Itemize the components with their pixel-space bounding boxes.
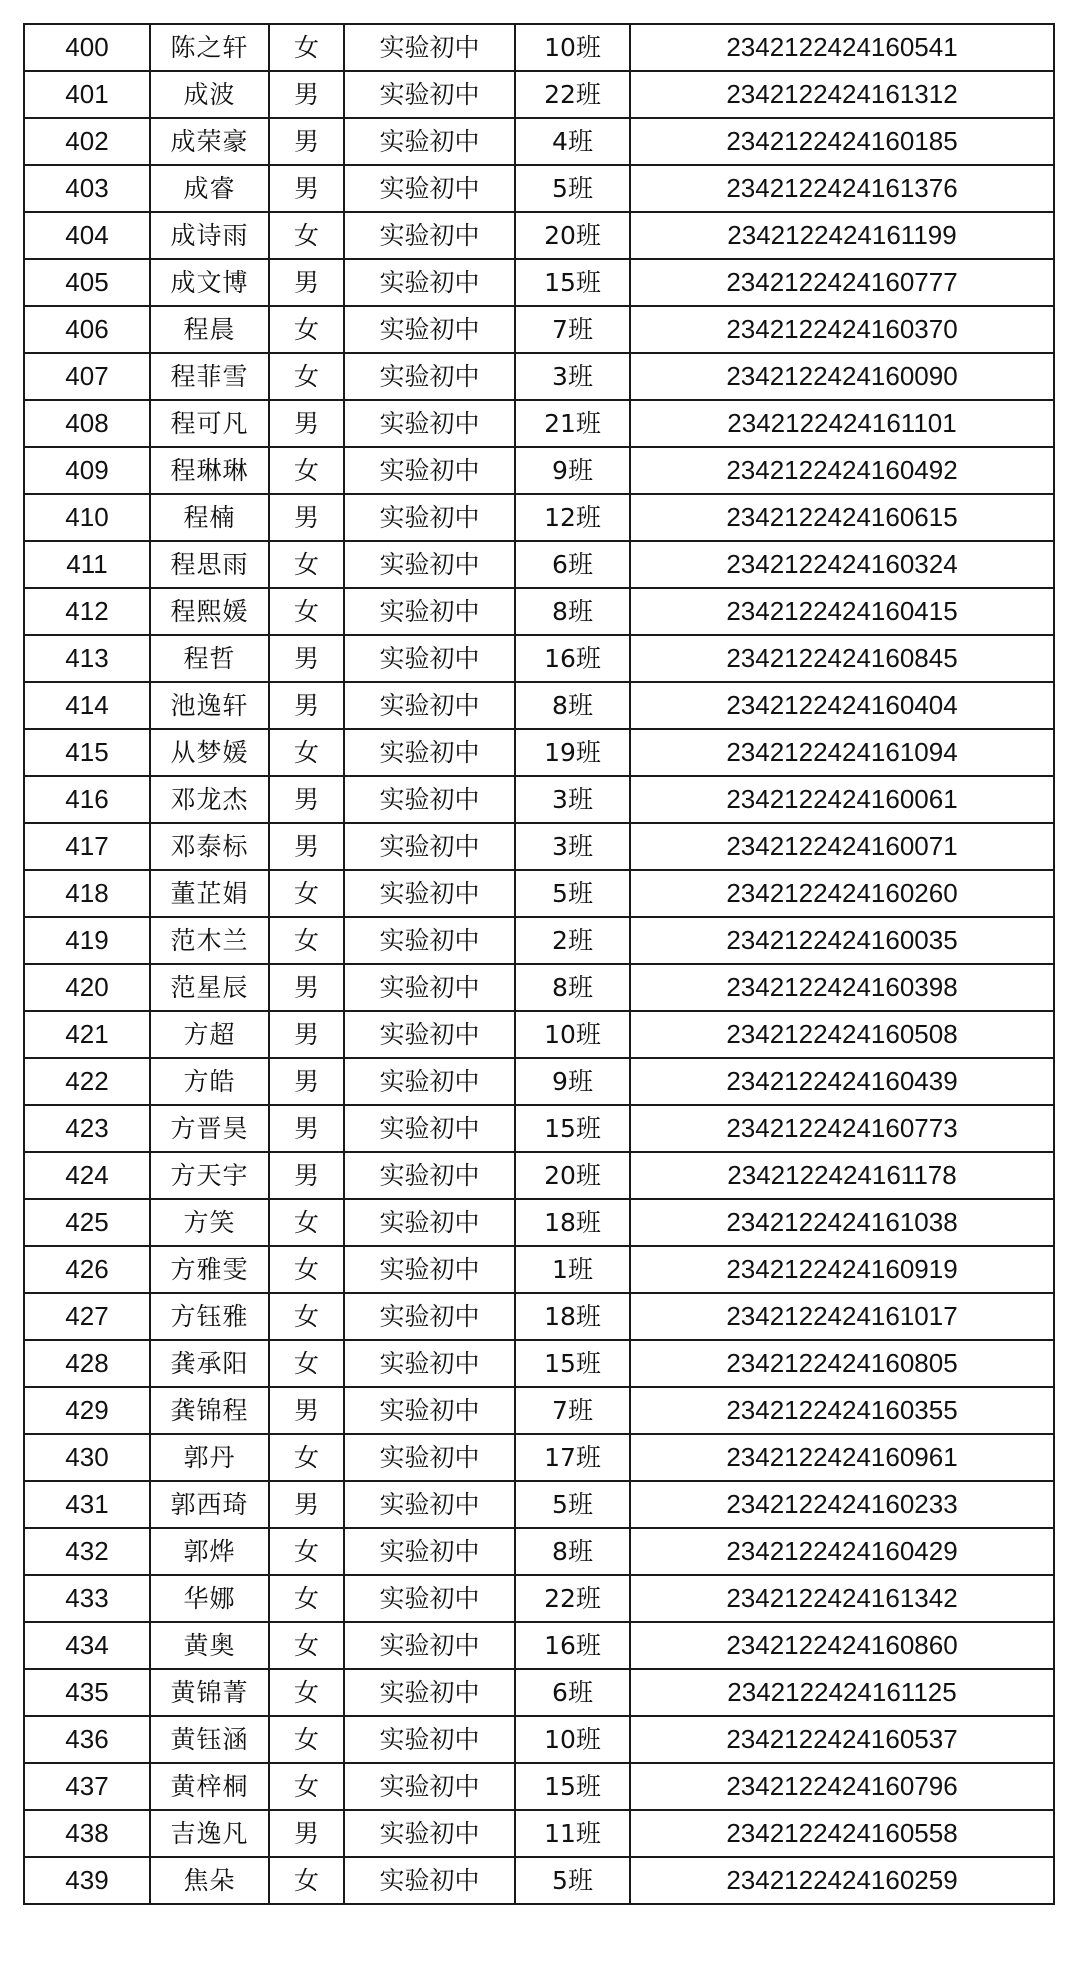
school-cell: 实验初中 xyxy=(344,212,515,259)
table-row xyxy=(24,118,1054,165)
school-cell: 实验初中 xyxy=(344,1152,515,1199)
student-id-cell: 2342122424160492 xyxy=(630,447,1054,494)
school-cell: 实验初中 xyxy=(344,165,515,212)
gender-cell: 男 xyxy=(269,635,344,682)
class-cell: 15班 xyxy=(515,1105,630,1152)
student-name-cell: 程可凡 xyxy=(150,400,269,447)
student-id-cell: 2342122424160071 xyxy=(630,823,1054,870)
table-row xyxy=(24,1810,1054,1857)
roster-body xyxy=(24,24,1054,1904)
student-id-cell: 2342122424160185 xyxy=(630,118,1054,165)
seq-number-cell: 412 xyxy=(24,588,150,635)
class-cell: 18班 xyxy=(515,1199,630,1246)
table-row xyxy=(24,1575,1054,1622)
seq-number-cell: 439 xyxy=(24,1857,150,1904)
school-cell: 实验初中 xyxy=(344,1199,515,1246)
table-row xyxy=(24,1387,1054,1434)
table-row xyxy=(24,1763,1054,1810)
school-cell: 实验初中 xyxy=(344,1622,515,1669)
seq-number-cell: 405 xyxy=(24,259,150,306)
gender-cell: 男 xyxy=(269,1152,344,1199)
school-cell: 实验初中 xyxy=(344,494,515,541)
gender-cell: 女 xyxy=(269,870,344,917)
gender-cell: 女 xyxy=(269,1622,344,1669)
school-cell: 实验初中 xyxy=(344,1716,515,1763)
student-id-cell: 2342122424161342 xyxy=(630,1575,1054,1622)
table-row xyxy=(24,1622,1054,1669)
class-cell: 6班 xyxy=(515,1669,630,1716)
student-name-cell: 程菲雪 xyxy=(150,353,269,400)
class-cell: 22班 xyxy=(515,1575,630,1622)
gender-cell: 男 xyxy=(269,71,344,118)
student-id-cell: 2342122424160773 xyxy=(630,1105,1054,1152)
seq-number-cell: 429 xyxy=(24,1387,150,1434)
class-cell: 15班 xyxy=(515,1340,630,1387)
class-cell: 3班 xyxy=(515,776,630,823)
gender-cell: 女 xyxy=(269,1528,344,1575)
class-cell: 16班 xyxy=(515,1622,630,1669)
class-cell: 10班 xyxy=(515,24,630,71)
seq-number-cell: 433 xyxy=(24,1575,150,1622)
class-cell: 21班 xyxy=(515,400,630,447)
student-name-cell: 华娜 xyxy=(150,1575,269,1622)
gender-cell: 女 xyxy=(269,447,344,494)
student-name-cell: 方天宇 xyxy=(150,1152,269,1199)
class-cell: 15班 xyxy=(515,1763,630,1810)
student-name-cell: 程哲 xyxy=(150,635,269,682)
seq-number-cell: 426 xyxy=(24,1246,150,1293)
school-cell: 实验初中 xyxy=(344,1387,515,1434)
student-name-cell: 成睿 xyxy=(150,165,269,212)
table-row xyxy=(24,71,1054,118)
student-name-cell: 陈之轩 xyxy=(150,24,269,71)
school-cell: 实验初中 xyxy=(344,71,515,118)
table-row xyxy=(24,1716,1054,1763)
class-cell: 16班 xyxy=(515,635,630,682)
table-row xyxy=(24,494,1054,541)
student-name-cell: 郭西琦 xyxy=(150,1481,269,1528)
table-row xyxy=(24,447,1054,494)
school-cell: 实验初中 xyxy=(344,447,515,494)
student-id-cell: 2342122424160324 xyxy=(630,541,1054,588)
seq-number-cell: 424 xyxy=(24,1152,150,1199)
table-row xyxy=(24,400,1054,447)
seq-number-cell: 407 xyxy=(24,353,150,400)
class-cell: 4班 xyxy=(515,118,630,165)
class-cell: 9班 xyxy=(515,447,630,494)
student-name-cell: 范木兰 xyxy=(150,917,269,964)
seq-number-cell: 437 xyxy=(24,1763,150,1810)
table-row xyxy=(24,1293,1054,1340)
seq-number-cell: 422 xyxy=(24,1058,150,1105)
student-id-cell: 2342122424160961 xyxy=(630,1434,1054,1481)
student-id-cell: 2342122424160398 xyxy=(630,964,1054,1011)
school-cell: 实验初中 xyxy=(344,24,515,71)
student-id-cell: 2342122424161376 xyxy=(630,165,1054,212)
student-id-cell: 2342122424160615 xyxy=(630,494,1054,541)
student-roster-table xyxy=(23,23,1055,1905)
class-cell: 22班 xyxy=(515,71,630,118)
school-cell: 实验初中 xyxy=(344,917,515,964)
class-cell: 8班 xyxy=(515,588,630,635)
seq-number-cell: 431 xyxy=(24,1481,150,1528)
table-row xyxy=(24,917,1054,964)
gender-cell: 女 xyxy=(269,1434,344,1481)
student-name-cell: 黄梓桐 xyxy=(150,1763,269,1810)
gender-cell: 男 xyxy=(269,118,344,165)
school-cell: 实验初中 xyxy=(344,1293,515,1340)
school-cell: 实验初中 xyxy=(344,1528,515,1575)
table-row xyxy=(24,24,1054,71)
table-row xyxy=(24,1105,1054,1152)
student-name-cell: 方超 xyxy=(150,1011,269,1058)
table-row xyxy=(24,1669,1054,1716)
gender-cell: 女 xyxy=(269,1246,344,1293)
school-cell: 实验初中 xyxy=(344,400,515,447)
student-id-cell: 2342122424160558 xyxy=(630,1810,1054,1857)
seq-number-cell: 416 xyxy=(24,776,150,823)
table-row xyxy=(24,306,1054,353)
seq-number-cell: 400 xyxy=(24,24,150,71)
table-row xyxy=(24,259,1054,306)
gender-cell: 女 xyxy=(269,353,344,400)
table-row xyxy=(24,729,1054,776)
seq-number-cell: 418 xyxy=(24,870,150,917)
gender-cell: 男 xyxy=(269,259,344,306)
school-cell: 实验初中 xyxy=(344,1575,515,1622)
seq-number-cell: 403 xyxy=(24,165,150,212)
school-cell: 实验初中 xyxy=(344,1105,515,1152)
gender-cell: 男 xyxy=(269,682,344,729)
seq-number-cell: 432 xyxy=(24,1528,150,1575)
student-id-cell: 2342122424160777 xyxy=(630,259,1054,306)
seq-number-cell: 408 xyxy=(24,400,150,447)
student-name-cell: 黄锦菁 xyxy=(150,1669,269,1716)
table-row xyxy=(24,682,1054,729)
table-row xyxy=(24,870,1054,917)
gender-cell: 女 xyxy=(269,1669,344,1716)
class-cell: 15班 xyxy=(515,259,630,306)
student-name-cell: 范星辰 xyxy=(150,964,269,1011)
student-name-cell: 程思雨 xyxy=(150,541,269,588)
student-id-cell: 2342122424160439 xyxy=(630,1058,1054,1105)
gender-cell: 男 xyxy=(269,1105,344,1152)
school-cell: 实验初中 xyxy=(344,1810,515,1857)
student-id-cell: 2342122424160541 xyxy=(630,24,1054,71)
gender-cell: 女 xyxy=(269,1199,344,1246)
student-id-cell: 2342122424160404 xyxy=(630,682,1054,729)
seq-number-cell: 401 xyxy=(24,71,150,118)
school-cell: 实验初中 xyxy=(344,1481,515,1528)
class-cell: 11班 xyxy=(515,1810,630,1857)
gender-cell: 男 xyxy=(269,1387,344,1434)
seq-number-cell: 425 xyxy=(24,1199,150,1246)
class-cell: 10班 xyxy=(515,1716,630,1763)
gender-cell: 男 xyxy=(269,1810,344,1857)
class-cell: 7班 xyxy=(515,306,630,353)
table-row xyxy=(24,823,1054,870)
school-cell: 实验初中 xyxy=(344,541,515,588)
student-name-cell: 龚锦程 xyxy=(150,1387,269,1434)
roster-sheet xyxy=(23,23,1053,1905)
school-cell: 实验初中 xyxy=(344,118,515,165)
student-name-cell: 董芷娟 xyxy=(150,870,269,917)
school-cell: 实验初中 xyxy=(344,1246,515,1293)
gender-cell: 女 xyxy=(269,1716,344,1763)
seq-number-cell: 428 xyxy=(24,1340,150,1387)
student-name-cell: 程琳琳 xyxy=(150,447,269,494)
student-id-cell: 2342122424161125 xyxy=(630,1669,1054,1716)
student-name-cell: 方雅雯 xyxy=(150,1246,269,1293)
seq-number-cell: 419 xyxy=(24,917,150,964)
gender-cell: 女 xyxy=(269,917,344,964)
seq-number-cell: 414 xyxy=(24,682,150,729)
student-name-cell: 郭烨 xyxy=(150,1528,269,1575)
student-id-cell: 2342122424161038 xyxy=(630,1199,1054,1246)
table-row xyxy=(24,776,1054,823)
student-id-cell: 2342122424161094 xyxy=(630,729,1054,776)
table-row xyxy=(24,165,1054,212)
class-cell: 5班 xyxy=(515,1857,630,1904)
seq-number-cell: 435 xyxy=(24,1669,150,1716)
student-id-cell: 2342122424160355 xyxy=(630,1387,1054,1434)
student-name-cell: 方笑 xyxy=(150,1199,269,1246)
student-name-cell: 龚承阳 xyxy=(150,1340,269,1387)
table-row xyxy=(24,1246,1054,1293)
table-row xyxy=(24,1340,1054,1387)
class-cell: 17班 xyxy=(515,1434,630,1481)
table-row xyxy=(24,1857,1054,1904)
student-id-cell: 2342122424160845 xyxy=(630,635,1054,682)
gender-cell: 男 xyxy=(269,776,344,823)
class-cell: 6班 xyxy=(515,541,630,588)
class-cell: 20班 xyxy=(515,1152,630,1199)
table-row xyxy=(24,1011,1054,1058)
seq-number-cell: 413 xyxy=(24,635,150,682)
student-id-cell: 2342122424160429 xyxy=(630,1528,1054,1575)
student-name-cell: 成荣豪 xyxy=(150,118,269,165)
seq-number-cell: 438 xyxy=(24,1810,150,1857)
gender-cell: 女 xyxy=(269,588,344,635)
school-cell: 实验初中 xyxy=(344,306,515,353)
student-name-cell: 成波 xyxy=(150,71,269,118)
table-row xyxy=(24,1199,1054,1246)
gender-cell: 女 xyxy=(269,1293,344,1340)
class-cell: 9班 xyxy=(515,1058,630,1105)
student-id-cell: 2342122424161178 xyxy=(630,1152,1054,1199)
gender-cell: 女 xyxy=(269,1575,344,1622)
seq-number-cell: 415 xyxy=(24,729,150,776)
student-id-cell: 2342122424160919 xyxy=(630,1246,1054,1293)
gender-cell: 男 xyxy=(269,1011,344,1058)
table-row xyxy=(24,1528,1054,1575)
gender-cell: 女 xyxy=(269,541,344,588)
school-cell: 实验初中 xyxy=(344,635,515,682)
seq-number-cell: 423 xyxy=(24,1105,150,1152)
class-cell: 12班 xyxy=(515,494,630,541)
student-id-cell: 2342122424161017 xyxy=(630,1293,1054,1340)
seq-number-cell: 427 xyxy=(24,1293,150,1340)
class-cell: 8班 xyxy=(515,1528,630,1575)
student-id-cell: 2342122424160233 xyxy=(630,1481,1054,1528)
school-cell: 实验初中 xyxy=(344,1340,515,1387)
student-id-cell: 2342122424160260 xyxy=(630,870,1054,917)
school-cell: 实验初中 xyxy=(344,1669,515,1716)
class-cell: 8班 xyxy=(515,682,630,729)
student-name-cell: 池逸轩 xyxy=(150,682,269,729)
class-cell: 10班 xyxy=(515,1011,630,1058)
student-name-cell: 方晋昊 xyxy=(150,1105,269,1152)
student-name-cell: 程楠 xyxy=(150,494,269,541)
table-row xyxy=(24,588,1054,635)
table-row xyxy=(24,353,1054,400)
class-cell: 18班 xyxy=(515,1293,630,1340)
student-name-cell: 方皓 xyxy=(150,1058,269,1105)
student-id-cell: 2342122424160415 xyxy=(630,588,1054,635)
school-cell: 实验初中 xyxy=(344,353,515,400)
table-row xyxy=(24,964,1054,1011)
student-name-cell: 成诗雨 xyxy=(150,212,269,259)
student-name-cell: 从梦媛 xyxy=(150,729,269,776)
school-cell: 实验初中 xyxy=(344,1058,515,1105)
seq-number-cell: 410 xyxy=(24,494,150,541)
seq-number-cell: 421 xyxy=(24,1011,150,1058)
student-name-cell: 黄奥 xyxy=(150,1622,269,1669)
student-id-cell: 2342122424160035 xyxy=(630,917,1054,964)
student-id-cell: 2342122424160259 xyxy=(630,1857,1054,1904)
student-id-cell: 2342122424160508 xyxy=(630,1011,1054,1058)
school-cell: 实验初中 xyxy=(344,259,515,306)
seq-number-cell: 402 xyxy=(24,118,150,165)
table-row xyxy=(24,541,1054,588)
school-cell: 实验初中 xyxy=(344,682,515,729)
student-name-cell: 方钰雅 xyxy=(150,1293,269,1340)
school-cell: 实验初中 xyxy=(344,1763,515,1810)
gender-cell: 女 xyxy=(269,729,344,776)
school-cell: 实验初中 xyxy=(344,588,515,635)
student-name-cell: 焦朵 xyxy=(150,1857,269,1904)
class-cell: 5班 xyxy=(515,165,630,212)
seq-number-cell: 436 xyxy=(24,1716,150,1763)
school-cell: 实验初中 xyxy=(344,1434,515,1481)
gender-cell: 男 xyxy=(269,823,344,870)
gender-cell: 女 xyxy=(269,1763,344,1810)
school-cell: 实验初中 xyxy=(344,776,515,823)
class-cell: 5班 xyxy=(515,1481,630,1528)
student-name-cell: 程熙媛 xyxy=(150,588,269,635)
gender-cell: 女 xyxy=(269,306,344,353)
class-cell: 7班 xyxy=(515,1387,630,1434)
class-cell: 20班 xyxy=(515,212,630,259)
class-cell: 3班 xyxy=(515,823,630,870)
gender-cell: 男 xyxy=(269,400,344,447)
class-cell: 3班 xyxy=(515,353,630,400)
table-row xyxy=(24,635,1054,682)
gender-cell: 女 xyxy=(269,24,344,71)
class-cell: 2班 xyxy=(515,917,630,964)
table-row xyxy=(24,1481,1054,1528)
student-id-cell: 2342122424161101 xyxy=(630,400,1054,447)
student-id-cell: 2342122424160537 xyxy=(630,1716,1054,1763)
gender-cell: 男 xyxy=(269,964,344,1011)
gender-cell: 男 xyxy=(269,165,344,212)
student-id-cell: 2342122424160370 xyxy=(630,306,1054,353)
class-cell: 1班 xyxy=(515,1246,630,1293)
school-cell: 实验初中 xyxy=(344,1857,515,1904)
student-name-cell: 邓龙杰 xyxy=(150,776,269,823)
student-name-cell: 成文博 xyxy=(150,259,269,306)
school-cell: 实验初中 xyxy=(344,1011,515,1058)
student-id-cell: 2342122424160860 xyxy=(630,1622,1054,1669)
student-id-cell: 2342122424160805 xyxy=(630,1340,1054,1387)
gender-cell: 男 xyxy=(269,1481,344,1528)
seq-number-cell: 420 xyxy=(24,964,150,1011)
student-name-cell: 程晨 xyxy=(150,306,269,353)
seq-number-cell: 434 xyxy=(24,1622,150,1669)
student-name-cell: 邓泰标 xyxy=(150,823,269,870)
student-id-cell: 2342122424160061 xyxy=(630,776,1054,823)
student-name-cell: 郭丹 xyxy=(150,1434,269,1481)
class-cell: 19班 xyxy=(515,729,630,776)
table-row xyxy=(24,1058,1054,1105)
gender-cell: 男 xyxy=(269,494,344,541)
school-cell: 实验初中 xyxy=(344,729,515,776)
student-id-cell: 2342122424161312 xyxy=(630,71,1054,118)
student-id-cell: 2342122424160090 xyxy=(630,353,1054,400)
school-cell: 实验初中 xyxy=(344,870,515,917)
seq-number-cell: 406 xyxy=(24,306,150,353)
seq-number-cell: 430 xyxy=(24,1434,150,1481)
gender-cell: 女 xyxy=(269,212,344,259)
class-cell: 5班 xyxy=(515,870,630,917)
table-row xyxy=(24,1434,1054,1481)
school-cell: 实验初中 xyxy=(344,823,515,870)
seq-number-cell: 411 xyxy=(24,541,150,588)
seq-number-cell: 404 xyxy=(24,212,150,259)
class-cell: 8班 xyxy=(515,964,630,1011)
student-id-cell: 2342122424160796 xyxy=(630,1763,1054,1810)
student-name-cell: 黄钰涵 xyxy=(150,1716,269,1763)
school-cell: 实验初中 xyxy=(344,964,515,1011)
table-row xyxy=(24,1152,1054,1199)
seq-number-cell: 409 xyxy=(24,447,150,494)
student-name-cell: 吉逸凡 xyxy=(150,1810,269,1857)
gender-cell: 女 xyxy=(269,1857,344,1904)
gender-cell: 女 xyxy=(269,1340,344,1387)
seq-number-cell: 417 xyxy=(24,823,150,870)
gender-cell: 男 xyxy=(269,1058,344,1105)
student-id-cell: 2342122424161199 xyxy=(630,212,1054,259)
table-row xyxy=(24,212,1054,259)
